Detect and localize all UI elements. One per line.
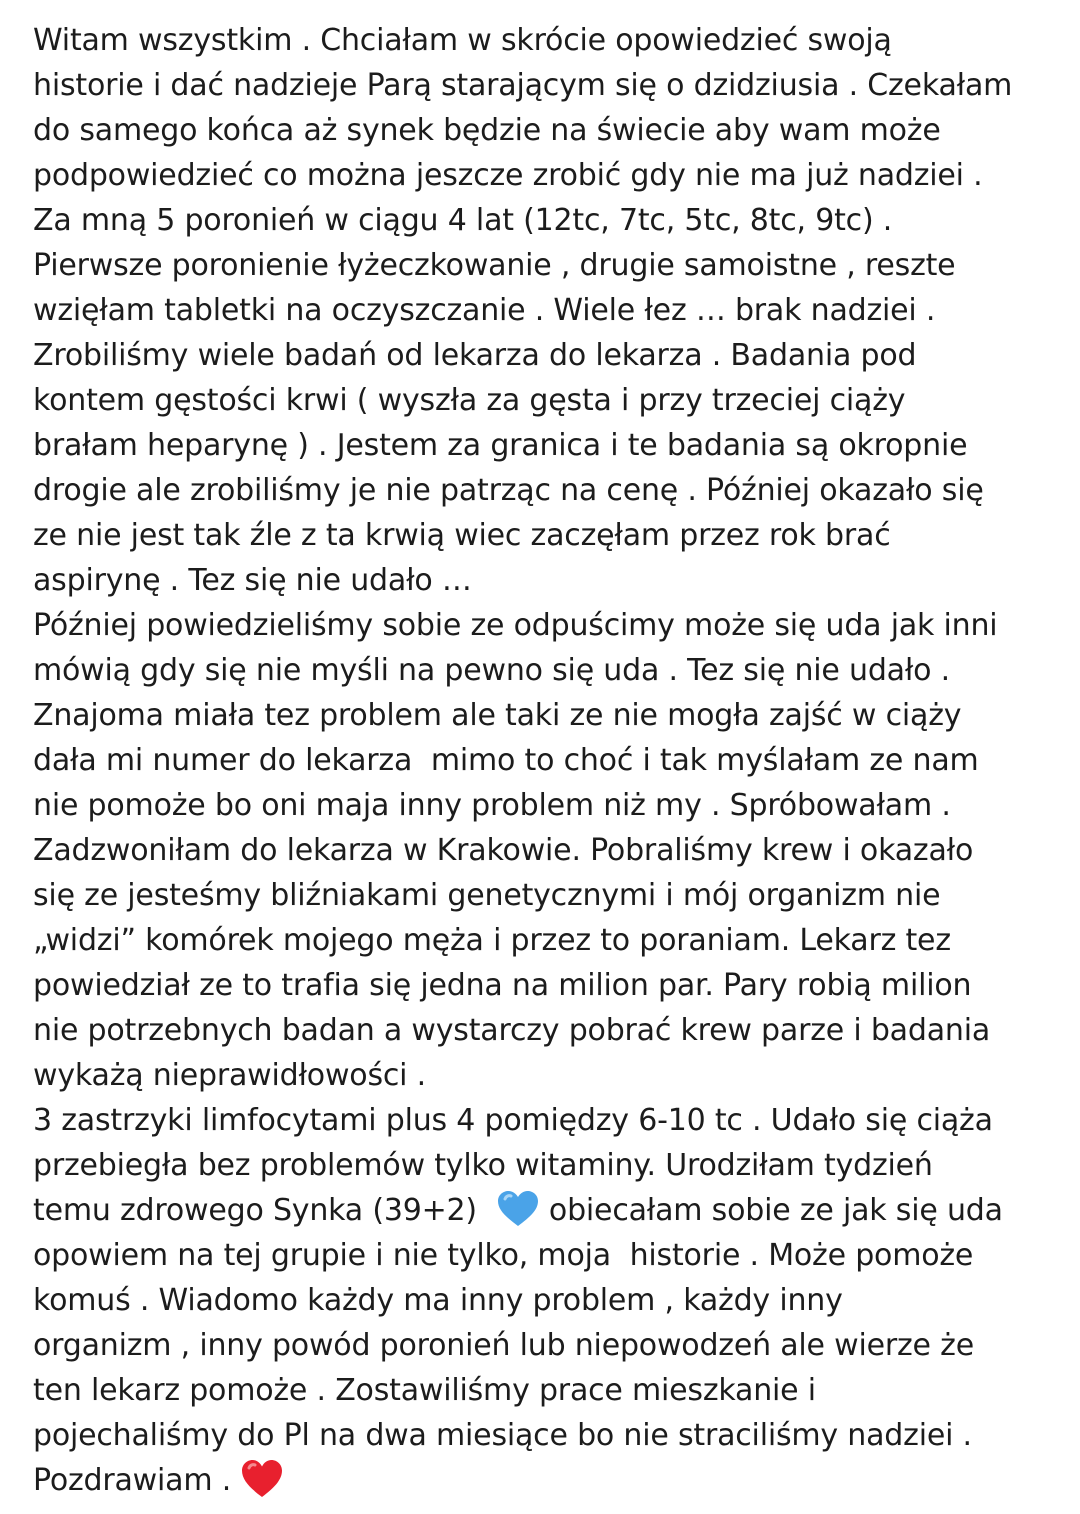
text-segment: obiecałam sobie ze jak się uda xyxy=(539,1193,1003,1228)
text-line: Pierwsze poronienie łyżeczkowanie , drugie samoistne , reszte xyxy=(33,248,956,283)
text-line: wykażą nieprawidłowości . xyxy=(33,1058,426,1093)
text-line: powiedział ze to trafia się jedna na milion par. Pary robią milion xyxy=(33,968,972,1003)
text-line: organizm , inny powód poronień lub niepowodzeń ale wierze że xyxy=(33,1328,974,1363)
text-line: historie i dać nadzieje Parą starającym się o dzidziusia . Czekałam xyxy=(33,68,1013,103)
text-line: komuś . Wiadomo każdy ma inny problem , każdy inny xyxy=(33,1283,843,1318)
text-line: aspirynę . Tez się nie udało … xyxy=(33,563,472,598)
text-line: wzięłam tabletki na oczyszczanie . Wiele łez … brak nadziei . xyxy=(33,293,936,328)
text-line: nie potrzebnych badan a wystarczy pobrać krew parze i badania xyxy=(33,1013,991,1048)
text-line: brałam heparynę ) . Jestem za granica i te badania są okropnie xyxy=(33,428,968,463)
text-line: do samego końca aż synek będzie na świecie aby wam może xyxy=(33,113,941,148)
text-line: się ze jesteśmy bliźniakami genetycznymi i mój organizm nie xyxy=(33,878,941,913)
post-text xyxy=(33,18,1073,1503)
text-segment: temu zdrowego Synka (39+2) xyxy=(33,1193,496,1228)
text-line: ze nie jest tak źle z ta krwią wiec zaczęłam przez rok brać xyxy=(33,518,891,553)
text-line: opowiem na tej grupie i nie tylko, moja historie . Może pomoże xyxy=(33,1238,974,1273)
blue-heart-icon xyxy=(496,1190,540,1228)
text-line: Zrobiliśmy wiele badań od lekarza do lekarza . Badania pod xyxy=(33,338,917,373)
text-line: drogie ale zrobiliśmy je nie patrząc na cenę . Później okazało się xyxy=(33,473,984,508)
closing-line xyxy=(33,1458,1073,1503)
text-line: mówią gdy się nie myśli na pewno się uda . Tez się nie udało . xyxy=(33,653,950,688)
red-heart-icon xyxy=(240,1459,284,1499)
text-line-with-emoji xyxy=(33,1188,1073,1233)
text-line: Zadzwoniłam do lekarza w Krakowie. Pobraliśmy krew i okazało xyxy=(33,833,974,868)
text-line: pojechaliśmy do Pl na dwa miesiące bo nie straciliśmy nadziei . xyxy=(33,1418,972,1453)
text-line: 3 zastrzyki limfocytami plus 4 pomiędzy 6-10 tc . Udało się ciąża xyxy=(33,1103,993,1138)
text-line: Znajoma miała tez problem ale taki ze nie mogła zajść w ciąży xyxy=(33,698,962,733)
text-line: Później powiedzieliśmy sobie ze odpuścimy może się uda jak inni xyxy=(33,608,998,643)
text-line: dała mi numer do lekarza mimo to choć i tak myślałam ze nam xyxy=(33,743,979,778)
text-line: Za mną 5 poronień w ciągu 4 lat (12tc, 7tc, 5tc, 8tc, 9tc) . xyxy=(33,203,893,238)
text-line: podpowiedzieć co można jeszcze zrobić gdy nie ma już nadziei . xyxy=(33,158,983,193)
text-line: przebiegła bez problemów tylko witaminy. Urodziłam tydzień xyxy=(33,1148,933,1183)
text-line: kontem gęstości krwi ( wyszła za gęsta i przy trzeciej ciąży xyxy=(33,383,906,418)
text-line: nie pomoże bo oni maja inny problem niż my . Spróbowałam . xyxy=(33,788,951,823)
text-line: Witam wszystkim . Chciałam w skrócie opowiedzieć swoją xyxy=(33,23,892,58)
text-line: ten lekarz pomoże . Zostawiliśmy prace mieszkanie i xyxy=(33,1373,816,1408)
closing-text: Pozdrawiam . xyxy=(33,1463,241,1498)
text-line: „widzi” komórek mojego męża i przez to poraniam. Lekarz tez xyxy=(33,923,951,958)
